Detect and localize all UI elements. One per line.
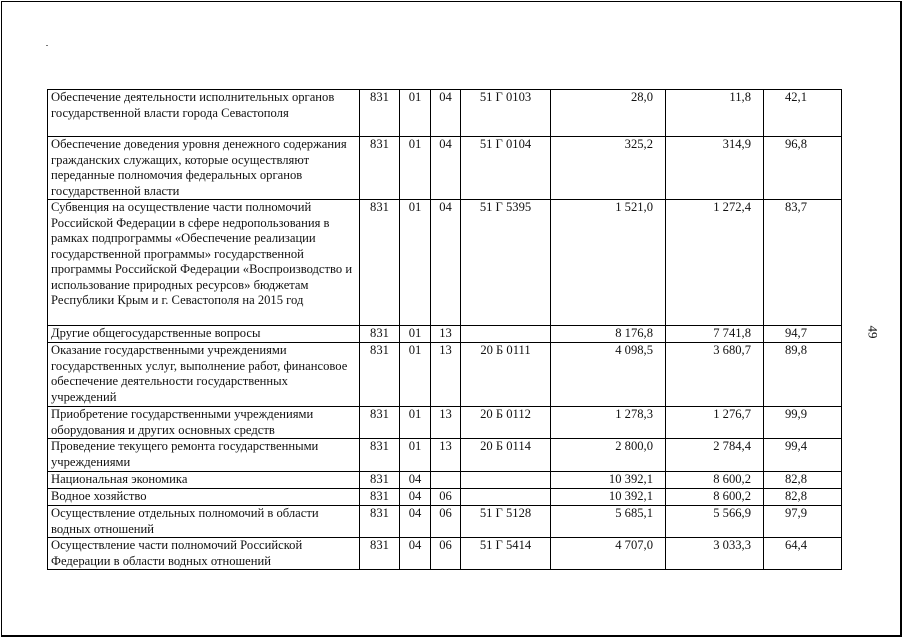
row-rz-code: 04 [400,538,431,570]
row-percent-value: 42,1 [764,90,842,137]
row-pr-code: 13 [431,343,461,407]
row-percent-value: 94,7 [764,326,842,343]
row-percent-value: 82,8 [764,489,842,506]
row-fact-value: 3 033,3 [666,538,764,570]
row-fact-value: 8 600,2 [666,489,764,506]
row-percent-value: 89,8 [764,343,842,407]
row-rz-code: 01 [400,343,431,407]
row-percent-value: 99,9 [764,407,842,439]
table-body [48,90,842,570]
row-gr-code: 831 [360,326,400,343]
row-gr-code: 831 [360,538,400,570]
row-fact-value: 5 566,9 [666,506,764,538]
row-rz-code: 01 [400,439,431,472]
row-csr-code: 51 Г 5128 [461,506,551,538]
row-gr-code: 831 [360,489,400,506]
row-plan-value: 1 521,0 [551,200,666,326]
table-row [48,137,842,200]
row-name: Приобретение государственными учреждениями оборудования и других основных средств [48,407,360,439]
row-percent-value: 83,7 [764,200,842,326]
row-rz-code: 01 [400,200,431,326]
table-row [48,326,842,343]
table-row [48,472,842,489]
row-plan-value: 4 098,5 [551,343,666,407]
row-csr-code [461,326,551,343]
page-number: 49 [865,325,881,339]
row-csr-code: 51 Г 0103 [461,90,551,137]
table-row [48,489,842,506]
row-plan-value: 28,0 [551,90,666,137]
row-pr-code: 13 [431,326,461,343]
row-percent-value: 97,9 [764,506,842,538]
row-csr-code: 20 Б 0114 [461,439,551,472]
row-name: Другие общегосударственные вопросы [48,326,360,343]
row-csr-code: 20 Б 0111 [461,343,551,407]
row-fact-value: 314,9 [666,137,764,200]
row-name: Водное хозяйство [48,489,360,506]
row-pr-code: 04 [431,137,461,200]
row-csr-code: 20 Б 0112 [461,407,551,439]
row-csr-code [461,489,551,506]
row-gr-code: 831 [360,506,400,538]
scan-speck [46,45,48,46]
row-fact-value: 1 272,4 [666,200,764,326]
row-gr-code: 831 [360,439,400,472]
row-name: Национальная экономика [48,472,360,489]
row-name: Субвенция на осуществление части полномочий Российской Федерации в сфере недропользования в рамках подпрограммы «Обеспечение реализации государственной программы» государственной программы Российской Федерации «Воспроизводство и использование природных ресурсов» бюджетам Республики Крым и г. Севастополя на 2015 год [48,200,360,326]
row-pr-code: 13 [431,407,461,439]
row-fact-value: 7 741,8 [666,326,764,343]
row-rz-code: 01 [400,90,431,137]
row-percent-value: 99,4 [764,439,842,472]
table-row [48,200,842,326]
row-fact-value: 3 680,7 [666,343,764,407]
row-csr-code: 51 Г 5395 [461,200,551,326]
table-row [48,538,842,570]
row-plan-value: 10 392,1 [551,489,666,506]
row-gr-code: 831 [360,200,400,326]
row-gr-code: 831 [360,472,400,489]
row-fact-value: 1 276,7 [666,407,764,439]
row-pr-code: 04 [431,200,461,326]
row-csr-code [461,472,551,489]
row-plan-value: 4 707,0 [551,538,666,570]
row-pr-code: 06 [431,506,461,538]
row-csr-code: 51 Г 0104 [461,137,551,200]
row-csr-code: 51 Г 5414 [461,538,551,570]
row-rz-code: 04 [400,506,431,538]
row-pr-code [431,472,461,489]
table-row [48,343,842,407]
row-plan-value: 325,2 [551,137,666,200]
row-rz-code: 04 [400,472,431,489]
row-gr-code: 831 [360,407,400,439]
row-name: Обеспечение доведения уровня денежного содержания гражданских служащих, которые осуществляют переданные полномочия федеральных органов государственной власти [48,137,360,200]
row-rz-code: 01 [400,407,431,439]
row-plan-value: 5 685,1 [551,506,666,538]
row-rz-code: 04 [400,489,431,506]
row-plan-value: 10 392,1 [551,472,666,489]
table-row [48,439,842,472]
row-plan-value: 1 278,3 [551,407,666,439]
row-percent-value: 82,8 [764,472,842,489]
row-gr-code: 831 [360,343,400,407]
row-gr-code: 831 [360,90,400,137]
row-pr-code: 06 [431,538,461,570]
row-gr-code: 831 [360,137,400,200]
row-percent-value: 96,8 [764,137,842,200]
table-row [48,407,842,439]
table-row [48,90,842,137]
row-fact-value: 11,8 [666,90,764,137]
table-row [48,506,842,538]
row-fact-value: 8 600,2 [666,472,764,489]
row-name: Обеспечение деятельности исполнительных органов государственной власти города Севастополя [48,90,360,137]
row-name: Оказание государственными учреждениями государственных услуг, выполнение работ, финансовое обеспечение деятельности государственных учреждений [48,343,360,407]
row-pr-code: 04 [431,90,461,137]
row-pr-code: 13 [431,439,461,472]
row-plan-value: 8 176,8 [551,326,666,343]
budget-table [47,89,842,570]
row-rz-code: 01 [400,137,431,200]
row-percent-value: 64,4 [764,538,842,570]
row-pr-code: 06 [431,489,461,506]
row-name: Осуществление части полномочий Российской Федерации в области водных отношений [48,538,360,570]
row-plan-value: 2 800,0 [551,439,666,472]
row-name: Осуществление отдельных полномочий в области водных отношений [48,506,360,538]
row-fact-value: 2 784,4 [666,439,764,472]
row-name: Проведение текущего ремонта государственными учреждениями [48,439,360,472]
row-rz-code: 01 [400,326,431,343]
